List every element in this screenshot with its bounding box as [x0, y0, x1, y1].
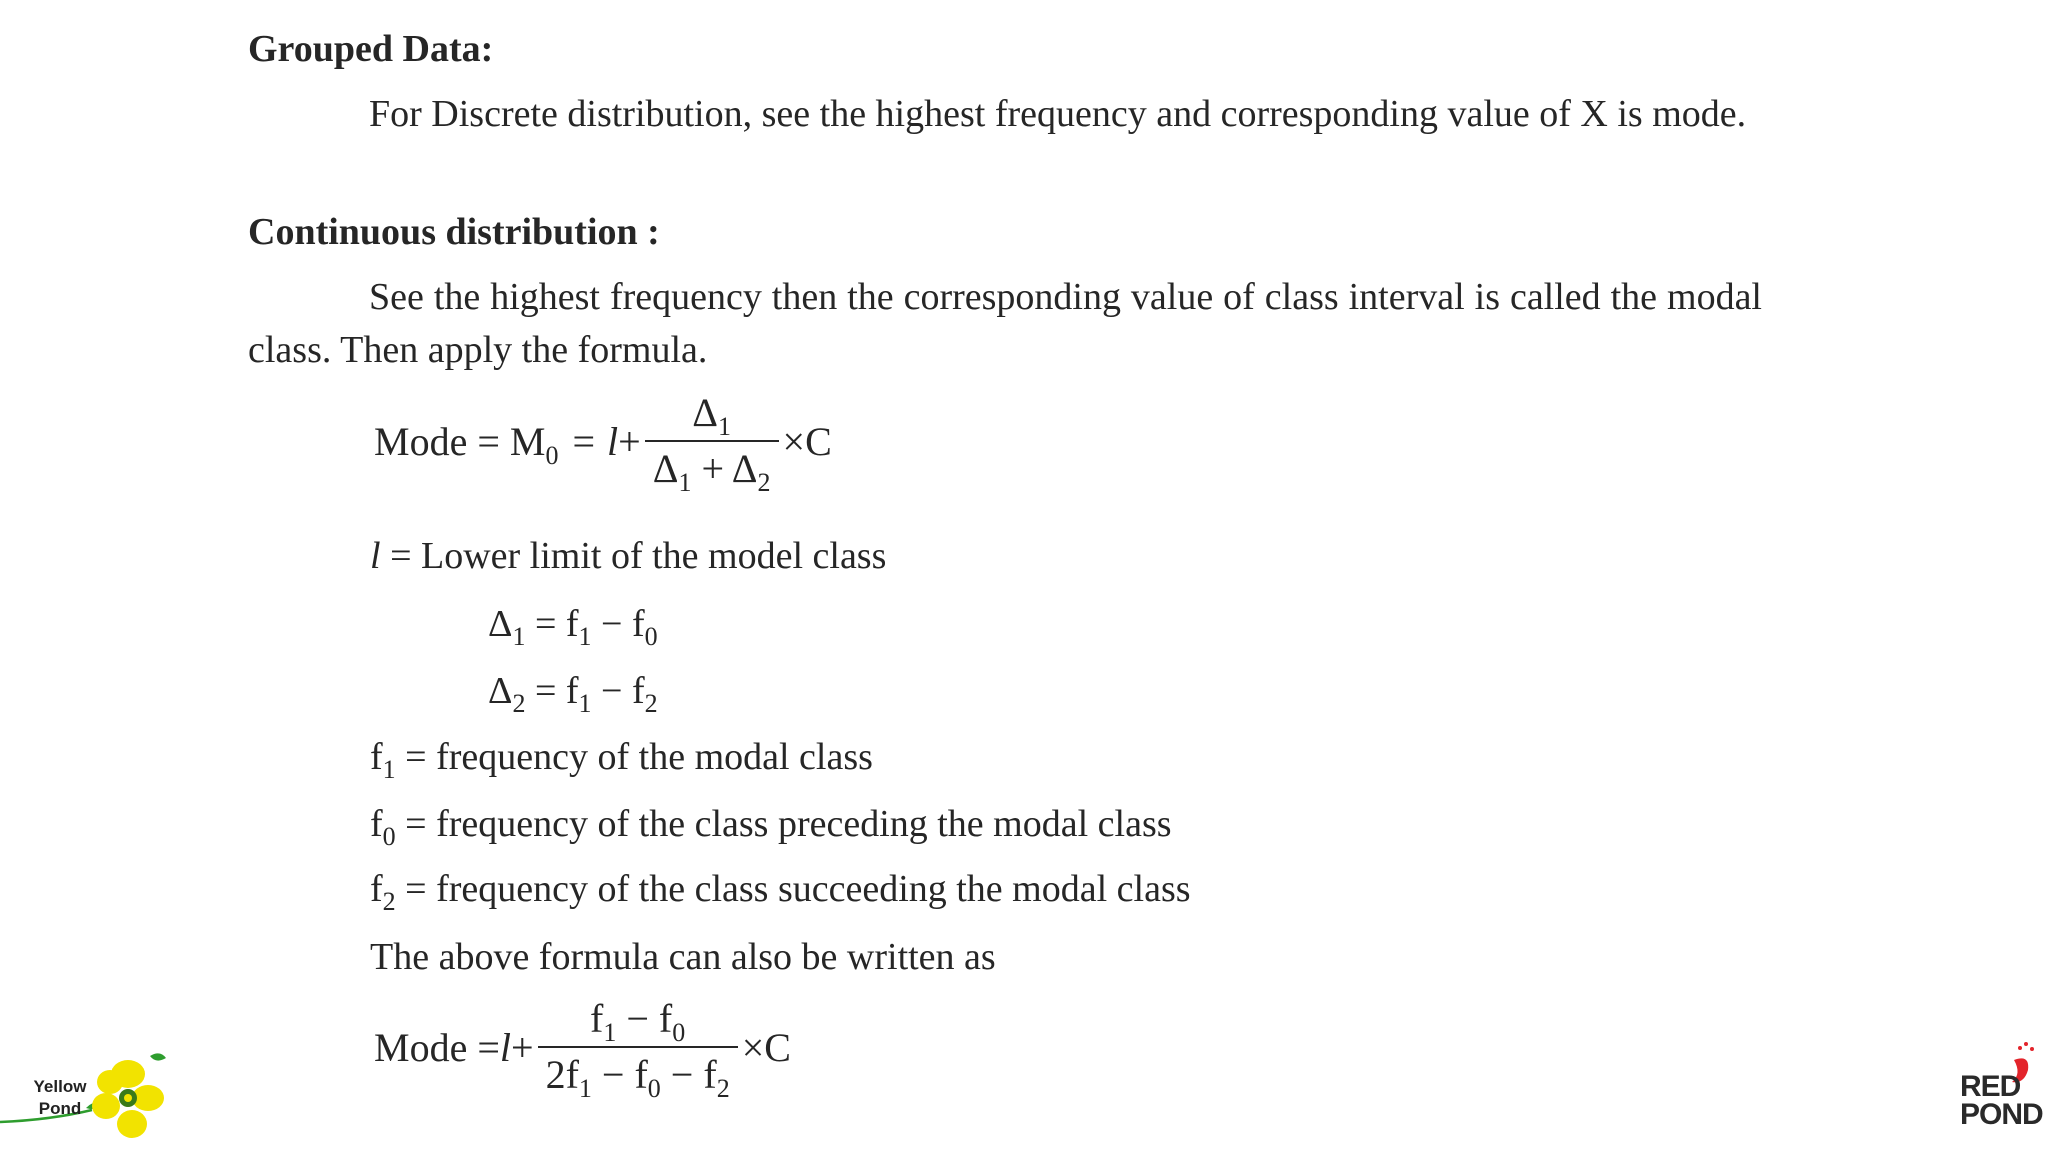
formula1-denominator: $\Delta_1 + \Delta_2$	[645, 440, 779, 490]
yellow-pond-line2: Pond	[38, 1099, 82, 1118]
formula2-times-c: ×C	[741, 1024, 791, 1070]
yellow-pond-logo	[0, 1040, 180, 1150]
continuous-paragraph: See the highest frequency then the corresponding value of class interval is called the modal class. Then apply the formula.	[248, 276, 1762, 371]
discrete-paragraph: For Discrete distribution, see the highest frequency and corresponding value of X is mode.	[369, 93, 1747, 135]
formula2-denominator: $2f_1 - f_0 - f_2$	[538, 1046, 738, 1096]
mode-formula-2	[374, 996, 791, 1103]
formula1-equals: =	[572, 418, 596, 464]
def-f1: $f_1$ = frequency of the modal class	[370, 736, 873, 784]
formula1-numerator: $\Delta_1$	[692, 390, 731, 441]
def-f2: $f_2$ = frequency of the class succeeding the modal class	[370, 868, 1191, 916]
def-f0: $f_0$ = frequency of the class preceding the modal class	[370, 803, 1172, 851]
continuous-heading: Continuous distribution :	[248, 211, 660, 253]
formula2-lhs: Mode =	[374, 1024, 500, 1070]
def-l: l = Lower limit of the model class	[370, 535, 887, 577]
formula1-plus: +	[618, 418, 641, 464]
formula1-lhs: Mode = $M_0$	[374, 418, 559, 470]
red-pond-logo	[1950, 1040, 2043, 1140]
def-delta-1: $\Delta_1 = f_1 - f_0$	[488, 603, 658, 651]
yellow-flower-icon	[0, 1040, 180, 1150]
def-delta-2: $\Delta_2 = f_1 - f_2$	[488, 670, 658, 718]
formula1-times-c: ×C	[782, 418, 832, 464]
formula2-fraction	[538, 996, 738, 1103]
red-pond-line2: POND	[1960, 1098, 2043, 1131]
formula2-plus: +	[511, 1024, 534, 1070]
formula2-numerator: $f_1 - f_0$	[590, 996, 686, 1047]
yellow-pond-line1: Yellow	[33, 1077, 87, 1096]
formula2-l: l	[499, 1024, 512, 1070]
formula1-l: l	[607, 418, 619, 464]
red-pond-line1: RED	[1960, 1070, 2021, 1103]
formula1-fraction	[645, 390, 779, 497]
mode-formula-1	[374, 390, 832, 497]
alternate-formula-intro: The above formula can also be written as	[370, 936, 996, 978]
grouped-data-heading: Grouped Data:	[248, 28, 494, 70]
